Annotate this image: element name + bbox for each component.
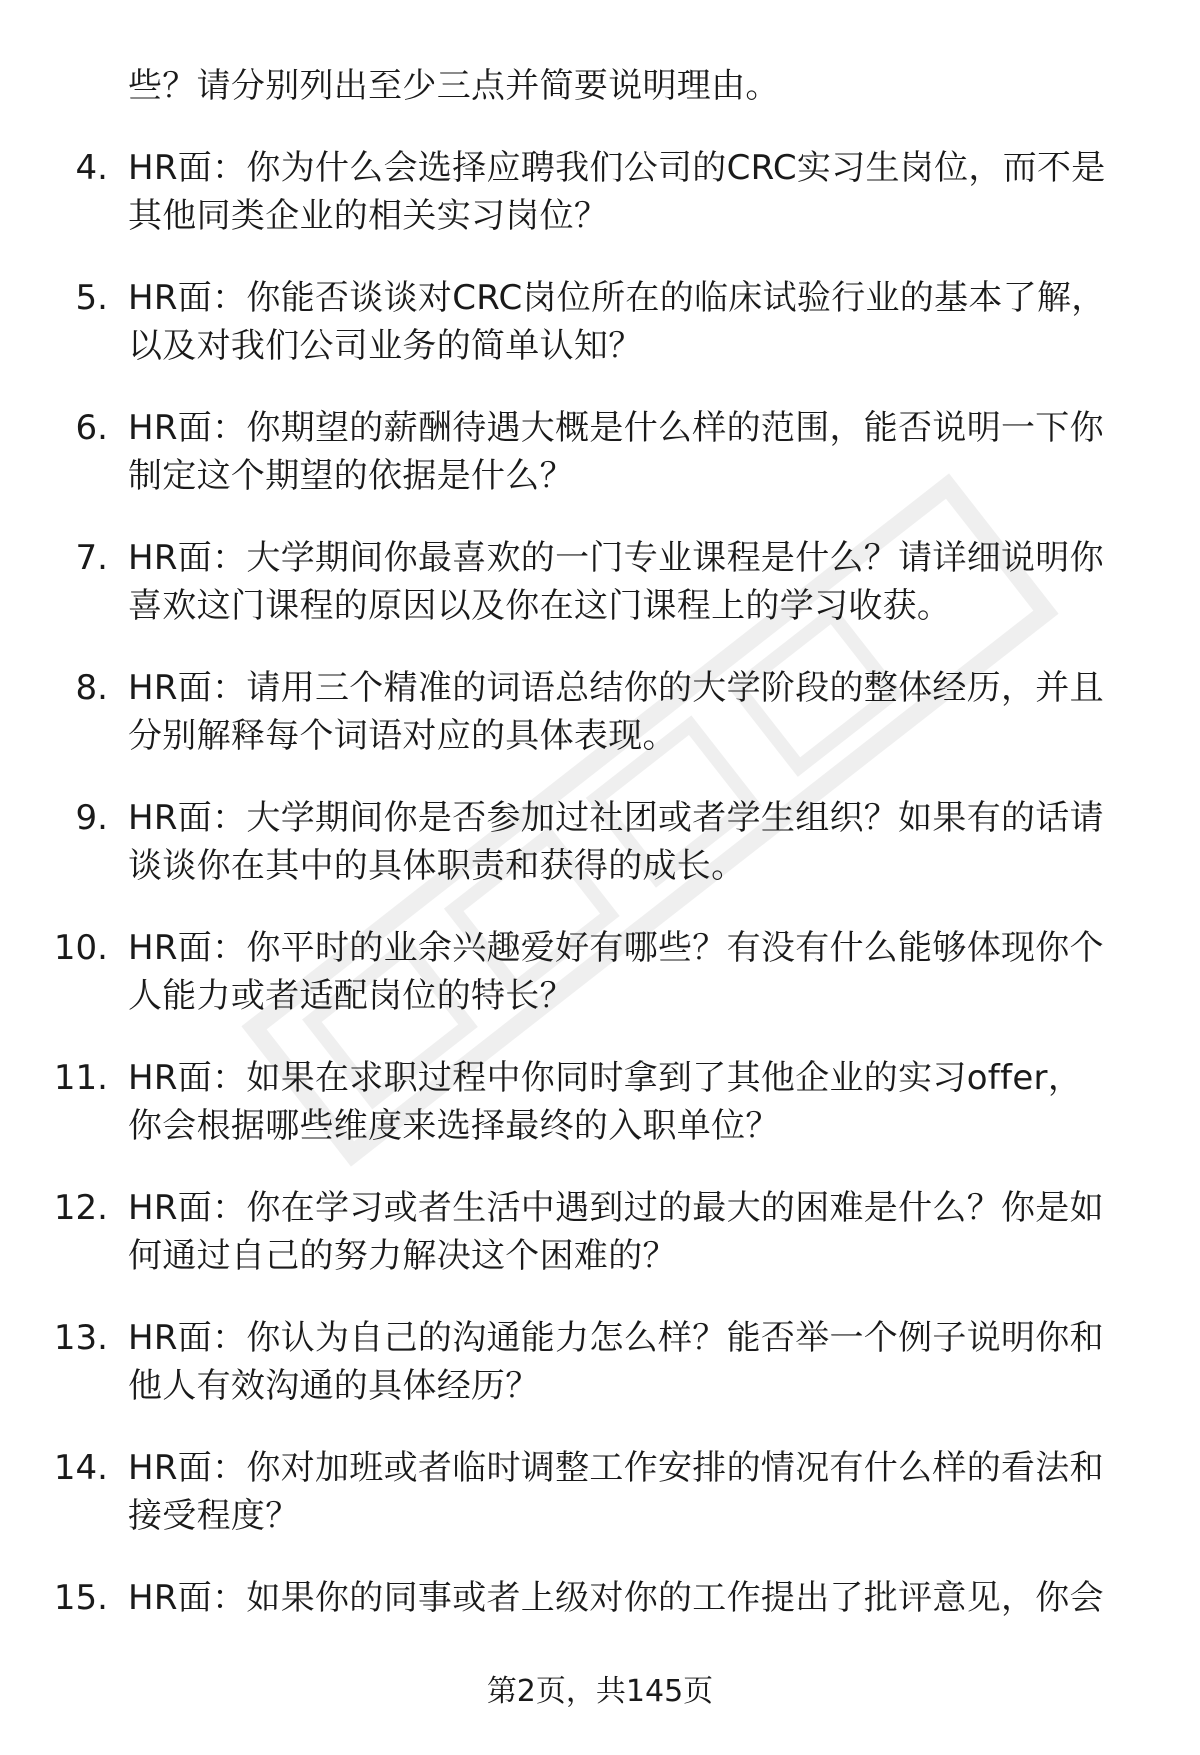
page-footer: 第2页，共145页 <box>486 1674 714 1709</box>
question-text-line-1: HR面：如果你的同事或者上级对你的工作提出了批评意见，你会 <box>128 1578 1104 1618</box>
question-text-line-2: 他人有效沟通的具体经历？ <box>128 1366 540 1406</box>
question-text-line-2: 制定这个期望的依据是什么？ <box>128 456 574 496</box>
question-text-line-2: 人能力或者适配岗位的特长？ <box>128 976 574 1016</box>
question-item-15 <box>0 1574 1200 1670</box>
document-body <box>0 62 1200 1670</box>
question-text-line-1: HR面：你对加班或者临时调整工作安排的情况有什么样的看法和 <box>128 1448 1104 1488</box>
question-text-line-2: 其他同类企业的相关实习岗位？ <box>128 196 609 236</box>
question-text-line-2: 喜欢这门课程的原因以及你在这门课程上的学习收获。 <box>128 586 952 626</box>
question-text-line-1: HR面：你认为自己的沟通能力怎么样？能否举一个例子说明你和 <box>128 1318 1104 1358</box>
question-item-10 <box>0 924 1200 1020</box>
question-item-5 <box>0 274 1200 370</box>
question-text-line-2: 分别解释每个词语对应的具体表现。 <box>128 716 677 756</box>
question-item-14 <box>0 1444 1200 1540</box>
question-number: 7. <box>75 538 108 578</box>
question-text-line-1: HR面：大学期间你最喜欢的一门专业课程是什么？请详细说明你 <box>128 538 1104 578</box>
question-text-line-2: 以及对我们公司业务的简单认知？ <box>128 326 643 366</box>
question-text-line-2: 接受程度？ <box>128 1496 300 1536</box>
question-list <box>0 144 1200 1670</box>
question-text-line-1: HR面：你在学习或者生活中遇到过的最大的困难是什么？你是如 <box>128 1188 1104 1228</box>
question-text-line-1: HR面：你为什么会选择应聘我们公司的CRC实习生岗位，而不是 <box>128 148 1106 188</box>
question-number: 14. <box>53 1448 108 1488</box>
question-number: 15. <box>53 1578 108 1618</box>
question-number: 8. <box>75 668 108 708</box>
question-item-9 <box>0 794 1200 890</box>
question-item-13 <box>0 1314 1200 1410</box>
question-text-line-2: 何通过自己的努力解决这个困难的？ <box>128 1236 677 1276</box>
continuation-text: 些？请分别列出至少三点并简要说明理由。 <box>128 66 780 106</box>
question-text-line-2: 你会根据哪些维度来选择最终的入职单位？ <box>128 1106 780 1146</box>
question-number: 12. <box>53 1188 108 1228</box>
question-text-line-1: HR面：你能否谈谈对CRC岗位所在的临床试验行业的基本了解， <box>128 278 1106 318</box>
question-number: 10. <box>53 928 108 968</box>
question-number: 4. <box>75 148 108 188</box>
question-text-line-2: 谈谈你在其中的具体职责和获得的成长。 <box>128 846 746 886</box>
question-item-8 <box>0 664 1200 760</box>
question-item-7 <box>0 534 1200 630</box>
question-text-line-1: HR面：你平时的业余兴趣爱好有哪些？有没有什么能够体现你个 <box>128 928 1104 968</box>
question-item-12 <box>0 1184 1200 1280</box>
question-text-line-1: HR面：大学期间你是否参加过社团或者学生组织？如果有的话请 <box>128 798 1104 838</box>
question-text-line-1: HR面：如果在求职过程中你同时拿到了其他企业的实习offer， <box>128 1058 1083 1098</box>
question-text-line-1: HR面：请用三个精准的词语总结你的大学阶段的整体经历，并且 <box>128 668 1104 708</box>
question-item-11 <box>0 1054 1200 1150</box>
question-number: 13. <box>53 1318 108 1358</box>
question-number: 6. <box>75 408 108 448</box>
question-number: 9. <box>75 798 108 838</box>
question-number: 5. <box>75 278 108 318</box>
question-item-4 <box>0 144 1200 240</box>
question-text-line-1: HR面：你期望的薪酬待遇大概是什么样的范围，能否说明一下你 <box>128 408 1104 448</box>
question-item-6 <box>0 404 1200 500</box>
question-number: 11. <box>53 1058 108 1098</box>
